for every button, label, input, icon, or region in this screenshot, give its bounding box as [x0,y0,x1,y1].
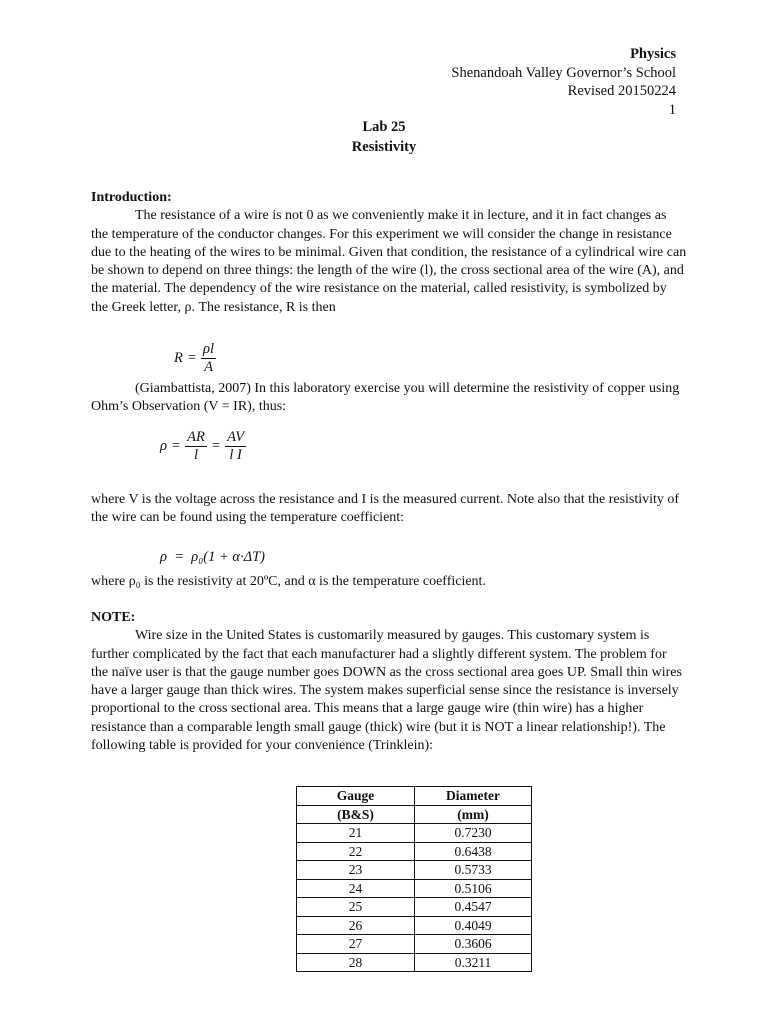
note-section [91,609,687,755]
table-header-row [297,787,532,806]
coefficient-paragraph-text: where ρ₀ is the resistivity at 20ºC, and α is the temperature coefficient. [91,574,486,589]
diameter-cell: 0.4547 [415,898,532,917]
gauge-cell: 28 [297,953,415,972]
eq2-lhs: ρ [160,437,167,454]
ohms-paragraph-text: (Giambattista, 2007) In this laboratory exercise you will determine the resistivity of copper using Ohm’s Observation (V = IR), thus: [91,381,680,415]
eq2-numerator-1: AR [187,429,205,445]
note-paragraph: Wire size in the United States is customarily measured by gauges. This customary system is further complicated by the fact that each manufacturer had a slightly different system. The problem for the naïve user is that the gauge number goes DOWN as the cross sectional area goes UP. Small thin wires have a larger gauge than thick wires. The system makes superficial sense since the resistance is inversely proportional to the cross sectional area. This means that a large gauge wire (thin wire) has a higher resistance than a comparable length small gauge (thick) wire (but it is NOT a linear relationship!). The following table is provided for your convenience (Trinklein): [91,628,682,754]
gauge-cell: 21 [297,824,415,843]
gauge-cell: 25 [297,898,415,917]
voltage-paragraph [91,491,687,528]
eq1-fraction [201,341,216,376]
eq1-numerator: ρl [203,341,215,357]
eq2-denominator-2: l I [229,447,242,463]
gauge-units-header: (B&S) [297,805,415,824]
introduction-section [91,189,687,317]
resistance-equation [174,341,216,376]
table-row [297,935,532,954]
gauge-cell: 27 [297,935,415,954]
eq2-fraction-2 [225,429,246,464]
gauge-cell: 24 [297,879,415,898]
eq2-numerator-2: AV [227,429,245,445]
diameter-cell: 0.6438 [415,842,532,861]
diameter-cell: 0.4049 [415,916,532,935]
table-header-units-row [297,805,532,824]
table-row [297,916,532,935]
introduction-paragraph: The resistance of a wire is not 0 as we conveniently make it in lecture, and it in fact changes as the temperature of the conductor changes. For this experiment we will consider the change in resistance due to the heating of the wires to be minimal. Given that condition, the resistance of a cylindrical wire can be shown to depend on three things: the length of the wire (l), the cross sectional area of the wire (A), and the material. The dependency of the wire resistance on the material, called resistivity, is symbolized by the Greek letter, ρ. The resistance, R is then [91,208,687,315]
eq2-equals-1: = [171,438,181,454]
eq2-denominator-1: l [194,447,199,463]
gauge-header: Gauge [297,787,415,806]
gauge-cell: 23 [297,861,415,880]
header-page-number: 1 [668,101,676,118]
gauge-cell: 22 [297,842,415,861]
diameter-units-header: (mm) [415,805,532,824]
table-row [297,953,532,972]
resistivity-equation [160,429,246,464]
diameter-cell: 0.3606 [415,935,532,954]
lab-topic: Resistivity [351,139,417,155]
eq2-equals-2: = [211,438,221,454]
coefficient-paragraph [91,573,687,591]
header-school: Shenandoah Valley Governor’s School [451,64,676,81]
eq1-equals: = [187,350,197,366]
diameter-cell: 0.5733 [415,861,532,880]
ohms-paragraph [91,380,687,417]
header-revised: Revised 20150224 [567,83,676,99]
eq1-lhs: R [174,349,183,366]
table-row [297,898,532,917]
diameter-cell: 0.5106 [415,879,532,898]
diameter-cell: 0.7230 [415,824,532,843]
temperature-coefficient-equation: ρ = ρ₀(1 + α·ΔT) [160,549,265,565]
table-row [297,842,532,861]
lab-number: Lab 25 [362,119,406,135]
note-heading: NOTE: [91,610,136,625]
diameter-header: Diameter [415,787,532,806]
table-row [297,861,532,880]
voltage-paragraph-text: where V is the voltage across the resistance and I is the measured current. Note also that the resistivity of the wire can be found using the temperature coefficient: [91,492,680,526]
diameter-cell: 0.3211 [415,953,532,972]
header-subject: Physics [630,46,676,62]
table-row [297,879,532,898]
page-header [451,45,676,119]
eq1-denominator: A [204,359,213,375]
introduction-heading: Introduction: [91,190,172,205]
lab-title [0,117,768,157]
gauge-cell: 26 [297,916,415,935]
table-row [297,824,532,843]
wire-gauge-table [296,786,532,972]
eq2-fraction-1 [185,429,207,464]
